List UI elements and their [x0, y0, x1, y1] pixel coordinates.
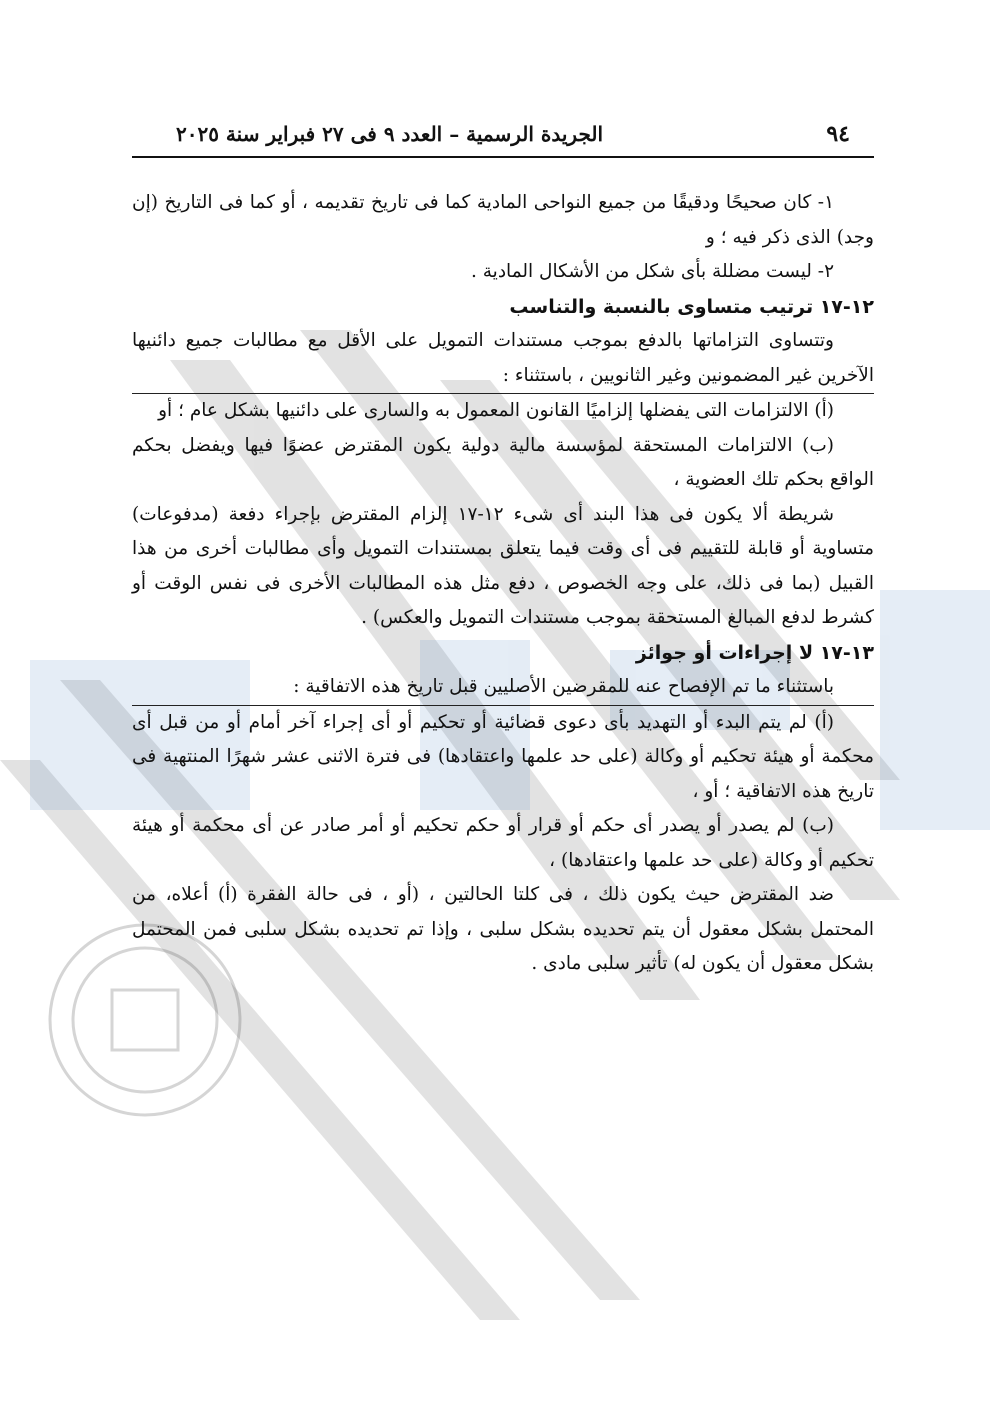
paragraph: باستثناء ما تم الإفصاح عنه للمقرضين الأصليين قبل تاريخ هذه الاتفاقية :: [132, 670, 874, 706]
paragraph: (ب) الالتزامات المستحقة لمؤسسة مالية دولية يكون المقترض عضوًا فيها ويفضل بحكم الواقع بحكم تلك العضوية ،: [132, 434, 874, 490]
paragraph: (أ) الالتزامات التى يفضلها إلزاميًا القانون المعمول به والسارى على دائنيها بشكل عام ؛ أو: [158, 400, 834, 421]
paragraph: وتتساوى التزاماتها بالدفع بموجب مستندات التمويل على الأقل مع مطالبات جميع دائنيها الآخرين غير المضمونين وغير الثانويين ، باستثناء :: [132, 324, 874, 394]
paragraph: ٢- ليست مضللة بأى شكل من الأشكال المادية .: [470, 261, 834, 282]
document-body: [132, 186, 874, 982]
paragraph: ضد المقترض حيث يكون ذلك ، فى كلتا الحالتين ، (أو ، فى حالة الفقرة (أ) أعلاه، من المحتمل بشكل معقول أن يتم تحديده بشكل سلبى ، وإذا تم تحديده بشكل سلبى فمن المحتمل بشكل معقول أن يكون له) تأثير سلبى مادى .: [132, 884, 874, 974]
section-heading: ١٣-١٧ لا إجراءات أو جوائز: [635, 641, 874, 664]
page-header: [132, 112, 874, 158]
paragraph: ١- كان صحيحًا ودقيقًا من جميع النواحى المادية كما فى تاريخ تقديمه ، أو كما فى التاريخ (إن وجد) الذى ذكر فيه ؛ و: [132, 192, 874, 248]
gazette-title: الجريدة الرسمية – العدد ٩ فى ٢٧ فبراير سنة ٢٠٢٥: [176, 122, 604, 146]
paragraph: (أ) لم يتم البدء أو التهديد بأى دعوى قضائية أو تحكيم أو أى إجراء آخر أمام أو من قبل أى محكمة أو هيئة تحكيم أو وكالة (على حد علمها واعتقادها) فى فترة الاثنى عشر شهرًا المنتهية فى تاريخ هذه الاتفاقية ؛ أو ،: [132, 711, 874, 802]
section-heading: ١٢-١٧ ترتيب متساوى بالنسبة والتناسب: [509, 295, 874, 318]
paragraph: شريطة ألا يكون فى هذا البند أى شىء ١٢-١٧ إلزام المقترض بإجراء دفعة (مدفوعات) متساوية أو قابلة للتقييم فى أى وقت فيما يتعلق بمستندات التمويل وأى مطالبات أخرى من هذا القبيل (بما فى ذلك، على وجه الخصوص ، دفع مثل هذه المطالبات الأخرى فى نفس الوقت أو كشرط لدفع المبالغ المستحقة بموجب مستندات التمويل والعكس) .: [132, 503, 874, 628]
paragraph: (ب) لم يصدر أو يصدر أى حكم أو قرار أو حكم تحكيم أو أمر صادر عن أى محكمة أو هيئة تحكيم أو وكالة (على حد علمها واعتقادها) ،: [132, 815, 874, 871]
page-number: ٩٤: [826, 121, 850, 147]
